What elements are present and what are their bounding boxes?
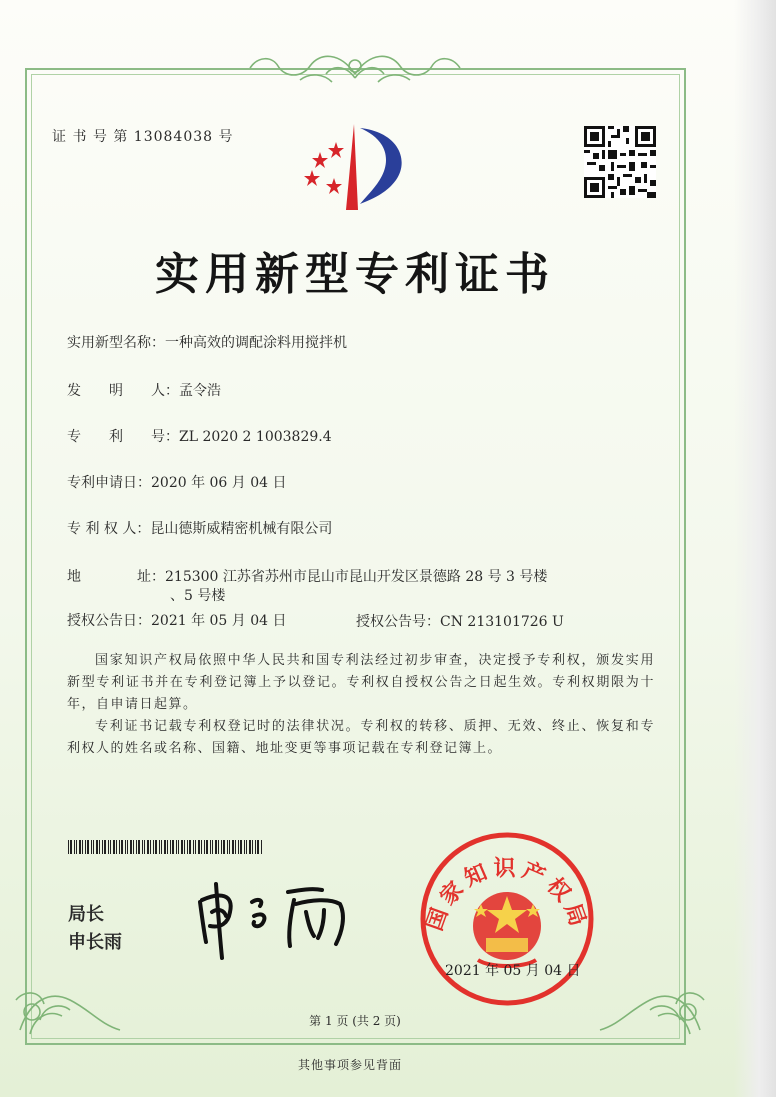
address-value-line1: 215300 江苏省苏州市昆山市昆山开发区景德路 28 号 3 号楼 xyxy=(165,569,548,585)
page-number: 第 1 页 (共 2 页) xyxy=(309,1014,401,1028)
grant-announcement-number-label: 授权公告号： xyxy=(356,614,440,630)
application-date-field xyxy=(67,473,287,493)
patent-number-label: 专 利 号： xyxy=(67,429,179,445)
seal-date: 2021 年 05 月 04 日 xyxy=(445,963,581,979)
grant-announcement-number-field xyxy=(356,611,564,631)
scan-edge-shadow xyxy=(734,0,776,1097)
utility-model-name-field xyxy=(67,333,347,353)
grant-announcement-date-value: 2021 年 05 月 04 日 xyxy=(151,613,287,629)
official-seal-icon xyxy=(418,830,596,1008)
patentee-label: 专 利 权 人： xyxy=(67,521,151,537)
address-field-line2 xyxy=(170,586,225,606)
utility-model-name-label: 实用新型名称： xyxy=(67,335,165,351)
certificate-title: 实用新型专利证书 xyxy=(155,249,555,300)
cnipa-logo-icon xyxy=(298,120,418,212)
director-title: 局长 xyxy=(68,904,104,925)
patent-number-value: ZL 2020 2 1003829.4 xyxy=(179,429,332,445)
grant-announcement-date-field xyxy=(67,611,287,631)
grant-announcement-number-value: CN 213101726 U xyxy=(440,614,564,630)
grant-announcement-date-label: 授权公告日： xyxy=(67,613,151,629)
director-signature-icon xyxy=(190,872,360,960)
top-ornament-icon xyxy=(240,44,470,88)
inventor-field xyxy=(67,381,221,401)
application-date-label: 专利申请日： xyxy=(67,475,151,491)
patentee-field xyxy=(67,519,332,539)
body-paragraph-1: 国家知识产权局依照中华人民共和国专利法经过初步审查，决定授予专利权，颁发实用新型专利证书并在专利登记簿上予以登记。专利权自授权公告之日起生效。专利权期限为十年，自申请日起算。 xyxy=(67,653,655,712)
application-date-value: 2020 年 06 月 04 日 xyxy=(151,475,287,491)
qr-code-icon xyxy=(584,126,656,198)
address-label: 地 址： xyxy=(67,569,165,585)
address-value-line2: 、5 号楼 xyxy=(170,588,226,604)
address-field xyxy=(67,567,547,587)
director-name: 申长雨 xyxy=(68,932,122,953)
seal-text: 国家知识产权局 xyxy=(422,856,592,935)
patentee-value: 昆山德斯威精密机械有限公司 xyxy=(150,521,333,537)
body-paragraph-2: 专利证书记载专利权登记时的法律状况。专利权的转移、质押、无效、终止、恢复和专利权人的姓名或名称、国籍、地址变更等事项记载在专利登记簿上。 xyxy=(67,719,655,756)
certificate-number: 证 书 号 第 13084038 号 xyxy=(52,129,234,145)
utility-model-name-value: 一种高效的调配涂料用搅拌机 xyxy=(165,335,347,351)
patent-number-field xyxy=(67,427,332,447)
footer-note: 其他事项参见背面 xyxy=(297,1058,402,1072)
inventor-value: 孟令浩 xyxy=(179,383,221,399)
inventor-label: 发 明 人： xyxy=(67,383,179,399)
barcode-icon xyxy=(68,840,264,854)
